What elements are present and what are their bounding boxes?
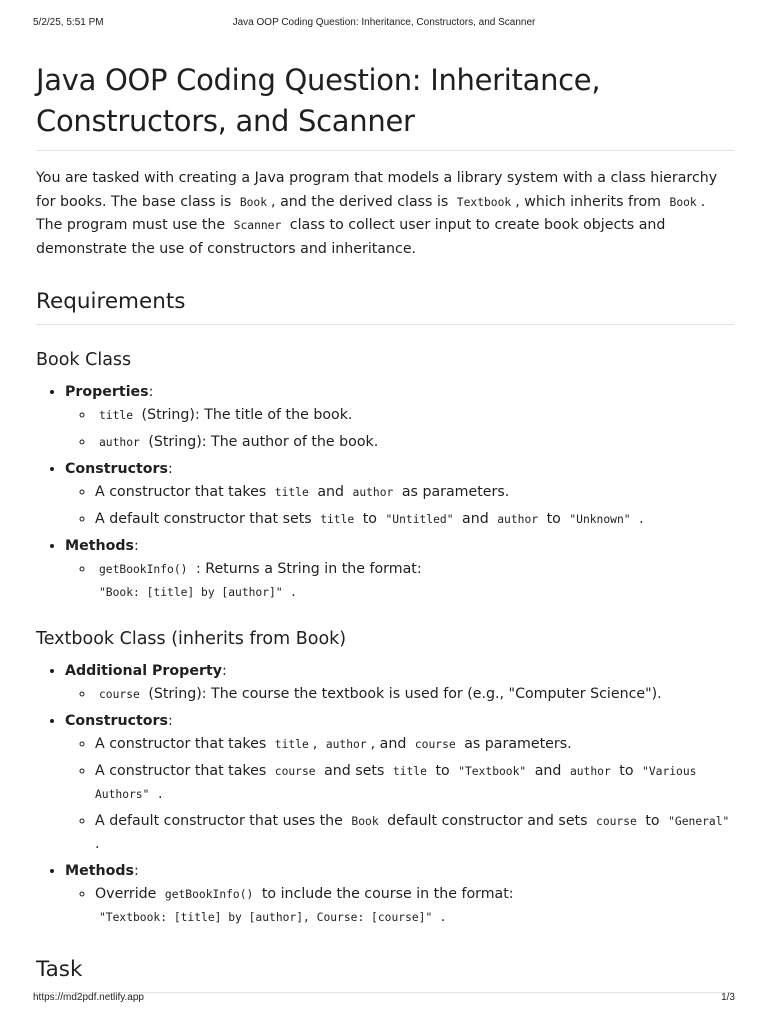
print-url: https://md2pdf.netlify.app [33, 992, 144, 1003]
inline-code: "Textbook: [title] by [author], Course: [course]" [99, 911, 433, 924]
list-item: ◦ A default constructor that sets title to "Untitled" and author to "Unknown" . [95, 508, 734, 531]
inline-code: Book [239, 195, 268, 209]
inline-code: getBookInfo() [164, 888, 254, 901]
inline-code: course [596, 815, 637, 828]
page-title: Java OOP Coding Question: Inheritance, Constructors, and Scanner [36, 60, 734, 151]
inline-code: "Unknown" [569, 513, 631, 526]
list-item: • Constructors: ◦ A constructor that takes title , author , and course as parameters. ◦ A constructor that takes course and sets title to "Textbook" and author to "Various Authors" . ◦ A default constructor that uses the Book default constructor and sets course to "General" . [65, 710, 734, 856]
page-number: 1/3 [721, 992, 735, 1003]
list-item: • Methods: ◦ Override getBookInfo() to include the course in the format: "Textbook: [title] by [author], Course: [course]" . [65, 860, 734, 929]
inline-code: author [352, 486, 394, 499]
list-item: ◦ A default constructor that uses the Book default constructor and sets course to "General" . [95, 810, 734, 856]
task-heading: Task [36, 955, 734, 993]
inline-code: getBookInfo() [99, 563, 188, 576]
inline-code: Textbook [456, 195, 512, 209]
textbook-class-heading: Textbook Class (inherits from Book) [36, 629, 347, 649]
list-item: • Methods: ◦ getBookInfo() : Returns a String in the format: "Book: [title] by [author]" . [65, 535, 734, 604]
list-item: ◦ getBookInfo() : Returns a String in the format: "Book: [title] by [author]" . [95, 558, 734, 604]
list-item: ◦ A constructor that takes title and author as parameters. [95, 481, 734, 504]
inline-code: author [497, 513, 539, 526]
inline-code: author [99, 436, 140, 449]
list-item: ◦ A constructor that takes title , author , and course as parameters. [95, 733, 734, 756]
inline-code: title [392, 765, 427, 778]
list-item: • Constructors: ◦ A constructor that takes title and author as parameters. ◦ A default constructor that sets title to "Untitled" and author to "Unknown" . [65, 458, 734, 531]
list-item: ◦ Override getBookInfo() to include the course in the format: "Textbook: [title] by [author], Course: [course]" . [95, 883, 734, 929]
inline-code: Scanner [233, 219, 282, 232]
inline-code: author [569, 765, 611, 778]
inline-code: course [274, 765, 316, 778]
inline-code: course [414, 738, 456, 751]
inline-code: "Book: [title] by [author]" [99, 586, 283, 599]
inline-code: title [274, 486, 309, 499]
inline-code: "Textbook" [458, 765, 527, 778]
textbook-class-list [36, 660, 734, 929]
inline-code: "General" [668, 815, 730, 828]
inline-code: Book [351, 815, 379, 828]
inline-code: author [325, 738, 367, 751]
list-item: • Additional Property: ◦ course (String): The course the textbook is used for (e.g., "Computer Science"). [65, 660, 734, 706]
list-item: ◦ A constructor that takes course and sets title to "Textbook" and author to "Various Authors" . [95, 760, 734, 806]
list-item: ◦ author (String): The author of the book. [95, 431, 734, 454]
inline-code: title [320, 513, 355, 526]
requirements-heading: Requirements [36, 287, 734, 325]
inline-code: course [99, 688, 140, 701]
list-item: ◦ title (String): The title of the book. [95, 404, 734, 427]
list-item: ◦ course (String): The course the textbook is used for (e.g., "Computer Science"). [95, 683, 734, 706]
inline-code: Book [669, 195, 697, 209]
inline-code: title [99, 409, 134, 422]
book-class-list [36, 381, 734, 604]
intro-paragraph: You are tasked with creating a Java program that models a library system with a class hierarchy for books. The base class is Book , and the derived class is Textbook , which inherits from Book . The program must use the Scanner class to collect user input to create book objects and demonstrate the use of constructors and inheritance. [36, 170, 718, 257]
print-date: 5/2/25, 5:51 PM [33, 17, 104, 28]
inline-code: title [274, 738, 309, 751]
print-doc-title: Java OOP Coding Question: Inheritance, Constructors, and Scanner [232, 17, 536, 28]
inline-code: "Various Authors" [95, 765, 697, 801]
inline-code: "Untitled" [385, 513, 454, 526]
list-item: • Properties: ◦ title (String): The title of the book. ◦ author (String): The author of the book. [65, 381, 734, 454]
book-class-heading: Book Class [36, 350, 132, 370]
document-body [36, 60, 734, 993]
